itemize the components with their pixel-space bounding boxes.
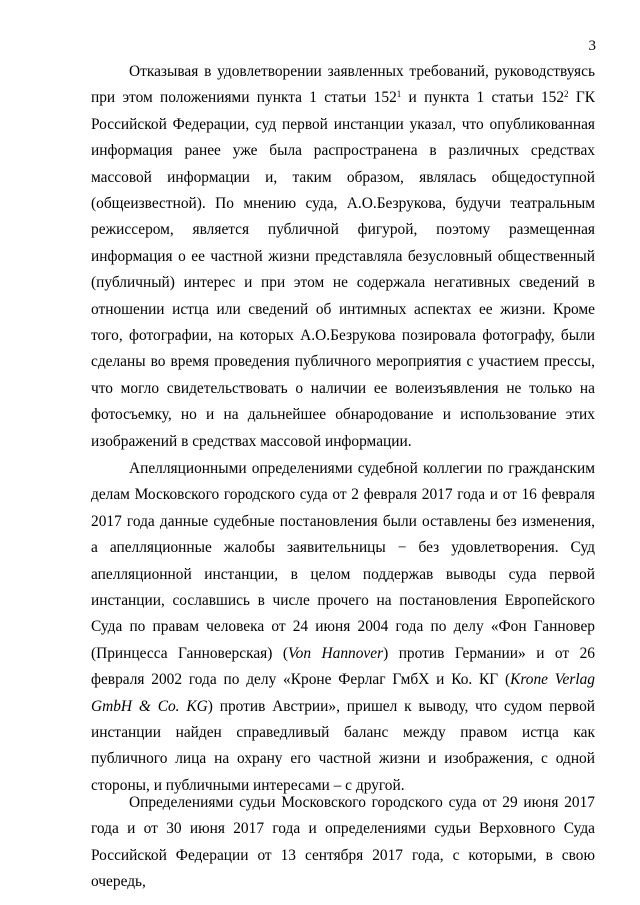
text-segment: ) против Австрии», пришел к выводу, что судом первой инстанции найден справедливый баланс между правом истца как публичного лица на охрану его частной жизни и изображения, с одной стороны, и публичными интересами – с другой. (91, 697, 595, 794)
superscript: 1 (396, 89, 402, 100)
paragraph-text (91, 456, 595, 799)
page-number: 3 (588, 38, 596, 54)
text-segment: и пункта 1 статьи 152 (401, 89, 565, 107)
text-segment: ГК Российской Федерации, суд первой инстанции указал, что опубликованная информация ранее уже была распространена в различных средствах массовой информации и, таким образом, являлась общедоступной (общеизвестной). По мнению суда, А.О.Безрукова, будучи театральным режиссером, является публичной фигурой, поэтому размещенная информация о ее частной жизни представляла безусловный общественный (публичный) интерес и при этом не содержала негативных сведений в отношении истца или сведений об интимных аспектах ее жизни. Кроме того, фотографии, на которых А.О.Безрукова позировала фотографу, были сделаны во время проведения публичного мероприятия с участием прессы, что могло свидетельствовать о наличии ее волеизъявления не только на фотосъемку, но и на дальнейшее обнародование и использование этих изображений в средствах массовой информации. (91, 89, 595, 450)
paragraph-first-instance (91, 59, 595, 455)
italic-case-name: Krone Verlag GmbH & Co. KG (91, 671, 595, 715)
text-segment: Определениями судьи Московского городского суда от 29 июня 2017 года и от 30 июня 2017 года и определениями судьи Верховного Суда Российской Федерации от 13 сентября 2017 года, с которыми, в свою очередь, (91, 794, 595, 891)
superscript: 2 (564, 89, 569, 100)
italic-case-name: Von Hannover (287, 644, 384, 662)
paragraph-text (91, 790, 595, 896)
text-segment: Апелляционными определениями судебной коллегии по гражданским делам Московского городского суда от 2 февраля 2017 года и от 16 февраля 2017 года данные судебные постановления были оставлены без изменения, а апелляционные жалобы заявительницы − без удовлетворения. Суд апелляционной инстанции, в целом поддержав выводы суда первой инстанции, сославшись в числе прочего на постановления Европейского Суда по правам человека от 24 июня 2004 года по делу «Фон Ганновер (Принцесса Ганноверская) ( (91, 460, 595, 662)
paragraph-text (91, 59, 595, 455)
paragraph-cassation (91, 790, 595, 896)
paragraph-appeal (91, 456, 595, 799)
text-segment: Отказывая в удовлетворении заявленных требований, руководствуясь при этом положениями пункта 1 статьи 152 (91, 63, 595, 107)
text-segment: ) против Германии» и от 26 февраля 2002 года по делу «Кроне Ферлаг ГмбХ и Ко. КГ ( (91, 644, 596, 689)
